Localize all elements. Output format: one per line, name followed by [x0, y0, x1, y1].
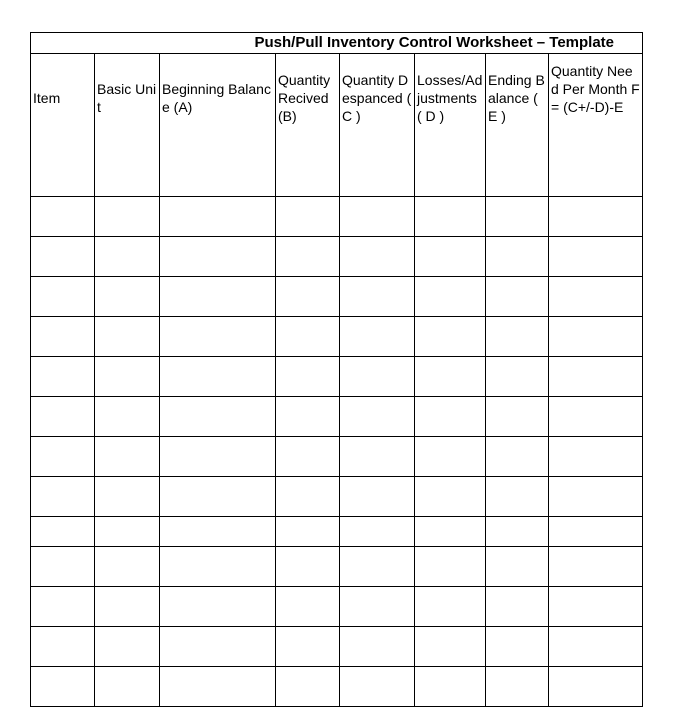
table-row: [31, 197, 643, 237]
table-cell[interactable]: [31, 667, 95, 707]
table-cell[interactable]: [31, 237, 95, 277]
table-row: [31, 397, 643, 437]
table-cell[interactable]: [160, 237, 276, 277]
table-cell[interactable]: [31, 197, 95, 237]
table-cell[interactable]: [95, 397, 160, 437]
table-cell[interactable]: [486, 397, 549, 437]
table-cell[interactable]: [415, 517, 486, 547]
table-cell[interactable]: [549, 237, 643, 277]
column-header-label: Quantity Recived (B): [278, 72, 331, 124]
table-cell[interactable]: [95, 357, 160, 397]
table-cell[interactable]: [486, 477, 549, 517]
table-row: [31, 277, 643, 317]
table-cell[interactable]: [549, 397, 643, 437]
table-row: [31, 667, 643, 707]
table-cell[interactable]: [486, 587, 549, 627]
column-header-label: Basic Unit: [97, 81, 157, 115]
table-cell[interactable]: [340, 517, 415, 547]
table-cell[interactable]: [340, 627, 415, 667]
header-row: [31, 54, 643, 197]
column-header-label: Ending Balance ( E ): [488, 72, 545, 124]
table-cell[interactable]: [415, 237, 486, 277]
table-cell[interactable]: [31, 547, 95, 587]
table-cell[interactable]: [415, 277, 486, 317]
table-cell[interactable]: [276, 397, 340, 437]
worksheet-title: Push/Pull Inventory Control Worksheet – Template: [31, 33, 643, 54]
table-cell[interactable]: [415, 397, 486, 437]
table-cell[interactable]: [549, 277, 643, 317]
table-cell[interactable]: [276, 547, 340, 587]
column-header-basic-unit: [95, 54, 160, 197]
table-cell[interactable]: [549, 627, 643, 667]
table-cell[interactable]: [486, 517, 549, 547]
table-cell[interactable]: [486, 437, 549, 477]
column-header-label: Quantity Despanced ( C ): [342, 72, 412, 124]
table-row: [31, 477, 643, 517]
column-header-quantity-dispensed: [340, 54, 415, 197]
table-cell[interactable]: [276, 587, 340, 627]
table-cell[interactable]: [415, 477, 486, 517]
table-cell[interactable]: [31, 437, 95, 477]
table-cell[interactable]: [160, 437, 276, 477]
table-cell[interactable]: [486, 277, 549, 317]
table-cell[interactable]: [31, 277, 95, 317]
table-cell[interactable]: [340, 547, 415, 587]
table-cell[interactable]: [160, 477, 276, 517]
table-cell[interactable]: [31, 587, 95, 627]
table-cell[interactable]: [31, 397, 95, 437]
table-cell[interactable]: [276, 517, 340, 547]
table-cell[interactable]: [95, 277, 160, 317]
table-cell[interactable]: [160, 587, 276, 627]
table-cell[interactable]: [160, 277, 276, 317]
table-cell[interactable]: [276, 197, 340, 237]
column-header-quantity-need-per-month: [549, 54, 643, 197]
table-cell[interactable]: [549, 317, 643, 357]
table-cell[interactable]: [95, 237, 160, 277]
table-cell[interactable]: [95, 667, 160, 707]
table-cell[interactable]: [415, 317, 486, 357]
table-cell[interactable]: [415, 547, 486, 587]
column-header-label: Losses/Adjustments ( D ): [417, 72, 483, 124]
table-cell[interactable]: [160, 667, 276, 707]
table-cell[interactable]: [340, 477, 415, 517]
table-cell[interactable]: [549, 667, 643, 707]
table-cell[interactable]: [95, 197, 160, 237]
table-cell[interactable]: [549, 197, 643, 237]
table-cell[interactable]: [276, 357, 340, 397]
table-cell[interactable]: [160, 627, 276, 667]
table-cell[interactable]: [486, 547, 549, 587]
table-cell[interactable]: [486, 627, 549, 667]
table-row: [31, 357, 643, 397]
table-cell[interactable]: [31, 477, 95, 517]
table-cell[interactable]: [549, 517, 643, 547]
table-row: [31, 627, 643, 667]
table-cell[interactable]: [549, 587, 643, 627]
table-cell[interactable]: [549, 547, 643, 587]
title-row: [31, 33, 643, 54]
table-cell[interactable]: [276, 627, 340, 667]
table-cell[interactable]: [340, 437, 415, 477]
table-cell[interactable]: [160, 197, 276, 237]
table-row: [31, 437, 643, 477]
table-cell[interactable]: [340, 397, 415, 437]
column-header-losses-adjustments: [415, 54, 486, 197]
table-cell[interactable]: [340, 237, 415, 277]
table-cell[interactable]: [486, 317, 549, 357]
table-cell[interactable]: [95, 547, 160, 587]
column-header-ending-balance: [486, 54, 549, 197]
table-cell[interactable]: [95, 627, 160, 667]
table-cell[interactable]: [340, 357, 415, 397]
column-header-label: Item: [33, 90, 61, 106]
table-row: [31, 547, 643, 587]
table-cell[interactable]: [95, 437, 160, 477]
table-cell[interactable]: [276, 277, 340, 317]
column-header-quantity-received: [276, 54, 340, 197]
table-cell[interactable]: [549, 357, 643, 397]
table-cell[interactable]: [160, 547, 276, 587]
table-cell[interactable]: [486, 667, 549, 707]
table-cell[interactable]: [276, 667, 340, 707]
table-cell[interactable]: [415, 627, 486, 667]
table-cell[interactable]: [340, 587, 415, 627]
inventory-worksheet-table: [30, 32, 643, 707]
table-cell[interactable]: [486, 197, 549, 237]
table-cell[interactable]: [415, 357, 486, 397]
table-row: [31, 517, 643, 547]
table-cell[interactable]: [415, 437, 486, 477]
table-cell[interactable]: [95, 587, 160, 627]
table-cell[interactable]: [486, 357, 549, 397]
table-cell[interactable]: [95, 517, 160, 547]
table-cell[interactable]: [276, 237, 340, 277]
column-header-item: [31, 54, 95, 197]
table-cell[interactable]: [340, 277, 415, 317]
table-cell[interactable]: [95, 317, 160, 357]
table-cell[interactable]: [31, 627, 95, 667]
column-header-label: Quantity Need Per Month F= (C+/-D)-E: [551, 63, 640, 115]
table-cell[interactable]: [340, 317, 415, 357]
column-header-label: Beginning Balance (A): [162, 81, 271, 115]
table-cell[interactable]: [340, 667, 415, 707]
table-cell[interactable]: [486, 237, 549, 277]
table-cell[interactable]: [31, 517, 95, 547]
table-cell[interactable]: [160, 517, 276, 547]
table-cell[interactable]: [160, 357, 276, 397]
table-cell[interactable]: [415, 667, 486, 707]
table-cell[interactable]: [415, 197, 486, 237]
table-cell[interactable]: [276, 437, 340, 477]
table-row: [31, 587, 643, 627]
table-cell[interactable]: [95, 477, 160, 517]
table-cell[interactable]: [160, 397, 276, 437]
column-header-beginning-balance: [160, 54, 276, 197]
table-cell[interactable]: [340, 197, 415, 237]
table-cell[interactable]: [276, 477, 340, 517]
table-cell[interactable]: [160, 317, 276, 357]
table-cell[interactable]: [415, 587, 486, 627]
table-cell[interactable]: [276, 317, 340, 357]
table-row: [31, 237, 643, 277]
table-cell[interactable]: [549, 477, 643, 517]
table-cell[interactable]: [549, 437, 643, 477]
table-row: [31, 317, 643, 357]
table-cell[interactable]: [31, 317, 95, 357]
table-cell[interactable]: [31, 357, 95, 397]
